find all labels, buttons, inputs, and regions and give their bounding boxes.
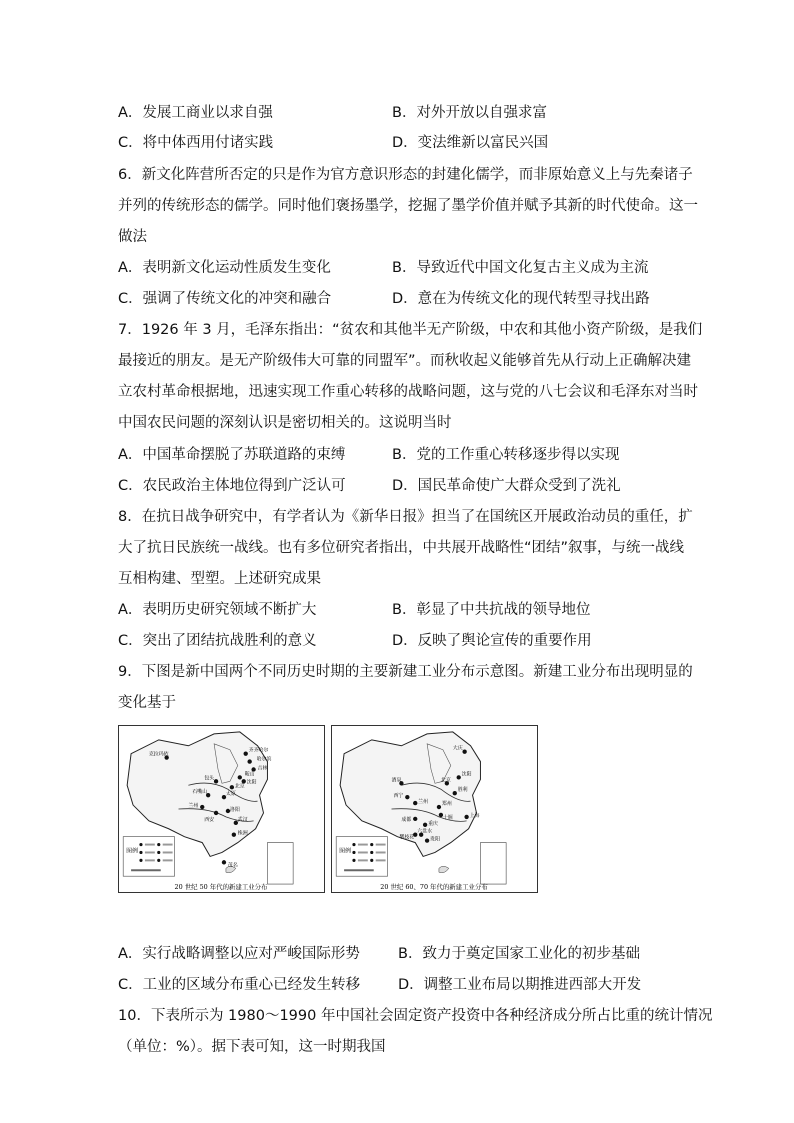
q8-stem-line-2: 大了抗日民族统一战线。也有多位研究者指出，中共展开战略性“团结”叙事，与统一战线 xyxy=(118,540,685,556)
map-city-label: 沈阳 xyxy=(246,779,257,786)
map-1960s-70s-legend-title: 图例 xyxy=(339,848,351,855)
q8-option-a[interactable]: A．表明历史研究领域不断扩大 xyxy=(118,602,317,618)
q8-option-d[interactable]: D．反映了舆论宣传的重要作用 xyxy=(392,633,592,649)
q9-option-a[interactable]: A．实行战略调整以应对严峻国际形势 xyxy=(118,946,360,962)
q7-option-b[interactable]: B．党的工作重心转移逐步得以实现 xyxy=(392,447,620,463)
q8-stem-line-3: 互相构建、型塑。上述研究成果 xyxy=(118,571,321,587)
map-city-label: 重庆 xyxy=(428,820,438,827)
map-1960s-70s-legend xyxy=(336,837,387,877)
q5-option-a[interactable]: A．发展工商业以求自强 xyxy=(118,105,273,121)
map-city-label: 包头 xyxy=(204,775,215,782)
q5-option-d[interactable]: D．变法维新以富民兴国 xyxy=(392,135,549,151)
q9-stem-line-1: 9．下图是新中国两个不同历史时期的主要新建工业分布示意图。新建工业分布出现明显的 xyxy=(118,664,693,680)
map-city-label: 北京 xyxy=(440,777,451,784)
q5-option-b[interactable]: B．对外开放以自强求富 xyxy=(392,105,547,121)
map-1950s-caption: 20 世纪 50 年代的新建工业分布 xyxy=(174,883,268,892)
map-city-label: 成都 xyxy=(401,816,412,823)
q7-stem-line-1: 7．1926 年 3 月，毛泽东指出：“贫农和其他半无产阶级，中农和其他小资产阶级，是我们 xyxy=(118,322,703,338)
q5-option-c[interactable]: C．将中体西用付诸实践 xyxy=(118,135,274,151)
q6-option-c[interactable]: C．强调了传统文化的冲突和融合 xyxy=(118,291,332,307)
map-1960s-70s-caption: 20 世纪 60、70 年代的新建工业分布 xyxy=(380,883,488,892)
q6-stem-line-1: 6．新文化阵营所否定的只是作为官方意识形态的封建化儒学，而非原始意义上与先秦诸子 xyxy=(118,167,693,183)
map-city-label: 鞍山 xyxy=(244,771,255,778)
map-city-label: 十堰 xyxy=(442,814,453,821)
industry-maps-figure xyxy=(118,725,538,893)
q9-option-d[interactable]: D．调整工业布局以期推进西部大开发 xyxy=(398,977,642,993)
q9-option-b[interactable]: B．致力于奠定国家工业化的初步基础 xyxy=(398,946,640,962)
q7-stem-line-3: 立农村革命根据地，迅速实现工作重心转移的战略问题，这与党的八七会议和毛泽东对当时 xyxy=(118,384,698,400)
q8-stem-line-1: 8．在抗日战争研究中，有学者认为《新华日报》担当了在国统区开展政治动员的重任，扩 xyxy=(118,509,693,525)
q8-option-b[interactable]: B．彰显了中共抗战的领导地位 xyxy=(392,602,591,618)
map-city-label: 武汉 xyxy=(237,816,248,823)
map-1960s-70s-svg xyxy=(332,726,537,892)
map-city-label: 太原 xyxy=(225,791,236,798)
q7-stem-line-4: 中国农民问题的深刻认识是密切相关的。这说明当时 xyxy=(118,415,452,431)
map-city-label: 西宁 xyxy=(393,793,404,800)
q6-option-d[interactable]: D．意在为传统文化的现代转型寻找出路 xyxy=(392,291,650,307)
q6-stem-line-3: 做法 xyxy=(118,229,147,245)
map-city-label: 兰州 xyxy=(188,803,199,810)
q10-stem-line-2: （单位：%）。据下表可知，这一时期我国 xyxy=(118,1039,386,1055)
q7-stem-line-2: 最接近的朋友。是无产阶级伟大可靠的同盟军”。而秋收起义能够首先从行动上正确解决建 xyxy=(118,353,692,369)
map-city-label: 六盘水 xyxy=(417,828,433,835)
map-1960s-70s xyxy=(331,725,538,893)
map-city-label: 酒泉 xyxy=(391,777,402,784)
q7-option-d[interactable]: D．国民革命使广大群众受到了洗礼 xyxy=(392,478,621,494)
q6-stem-line-2: 并列的传统形态的儒学。同时他们褒扬墨学，挖掘了墨学价值并赋予其新的时代使命。这一 xyxy=(118,198,698,214)
q7-option-c[interactable]: C．农民政治主体地位得到广泛认可 xyxy=(118,478,346,494)
q6-option-b[interactable]: B．导致近代中国文化复古主义成为主流 xyxy=(392,260,649,276)
q9-stem-line-2: 变化基于 xyxy=(118,695,176,711)
map-city-label: 兰州 xyxy=(418,799,429,806)
map-1950s-legend xyxy=(123,837,174,877)
q8-option-c[interactable]: C．突出了团结抗战胜利的意义 xyxy=(118,633,317,649)
q7-option-a[interactable]: A．中国革命摆脱了苏联道路的束缚 xyxy=(118,447,346,463)
map-city-label: 哈尔滨 xyxy=(256,756,272,763)
q9-option-c[interactable]: C．工业的区域分布重心已经发生转移 xyxy=(118,977,361,993)
map-city-label: 齐齐哈尔 xyxy=(248,747,269,754)
map-city-label: 北京 xyxy=(234,783,245,790)
map-1950s xyxy=(118,725,325,893)
map-city-label: 大庆 xyxy=(452,745,463,752)
map-city-label: 上海 xyxy=(469,812,480,819)
map-city-label: 株洲 xyxy=(237,830,248,837)
map-city-label: 茂名 xyxy=(227,862,238,869)
map-1950s-svg xyxy=(119,726,324,892)
map-city-label: 攀枝花 xyxy=(399,834,415,841)
map-city-label: 贵阳 xyxy=(430,836,440,843)
map-1950s-legend-title: 图例 xyxy=(126,848,138,855)
q6-option-a[interactable]: A．表明新文化运动性质发生变化 xyxy=(118,260,331,276)
map-city-label: 克拉玛依 xyxy=(148,751,169,758)
map-city-label: 洛阳 xyxy=(229,806,240,813)
map-city-label: 胜利 xyxy=(457,787,468,794)
map-city-label: 沈阳 xyxy=(461,771,472,778)
map-city-label: 郑州 xyxy=(441,801,452,808)
map-city-label: 石嘴山 xyxy=(192,789,208,796)
q10-stem-line-1: 10．下表所示为 1980～1990 年中国社会固定资产投资中各种经济成分所占比重的统计情况 xyxy=(118,1008,713,1024)
map-city-label: 西安 xyxy=(204,816,215,823)
map-city-label: 吉林 xyxy=(257,765,268,772)
